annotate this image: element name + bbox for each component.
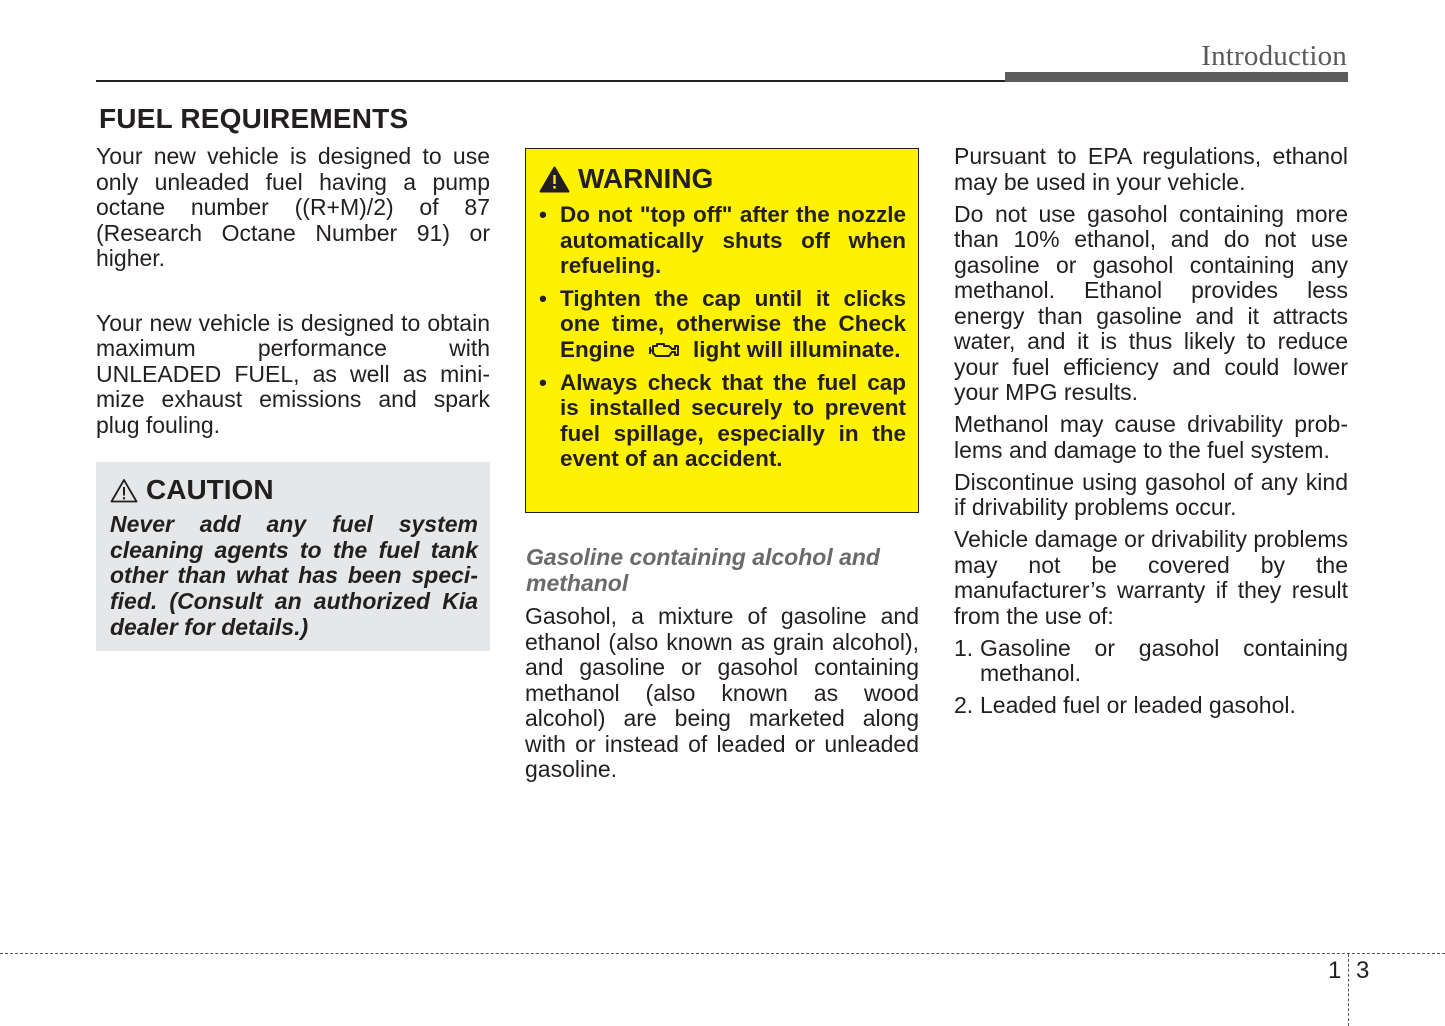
- paragraph-unleaded-performance: Your new vehicle is designed to obtain maximum performance with UNLEADED FUEL, as well as minimize exhaust emissions and spark plug fouling.: [96, 309, 490, 438]
- caution-header: [110, 472, 478, 508]
- caution-box: [96, 462, 490, 651]
- warning-header: [539, 161, 906, 197]
- warning-item: • Always check that the fuel cap is installed securely to prevent fuel spillage, especially in the event of an accident.: [539, 370, 906, 472]
- paragraph-discontinue: Discontinue using gasohol of any kind if drivability problems occur.: [954, 468, 1348, 520]
- warning-title: WARNING: [578, 163, 714, 194]
- caution-text: Never add any fuel system cleaning agents to the fuel tank other than what has been specified. (Consult an authorized Kia dealer for details.): [110, 511, 478, 640]
- list-item: [954, 693, 1348, 719]
- list-item: [954, 636, 1348, 687]
- page-chapter-number: 1: [1328, 957, 1342, 984]
- paragraph-gasohol: Gasohol, a mixture of gasoline and ethanol (also known as grain alcohol), and gasoline or gasohol containing methanol (also known as wood alcohol) are being marketed along with or instead of leaded or unleaded gasoline.: [525, 603, 919, 782]
- caution-title: CAUTION: [146, 474, 274, 505]
- page-number: 3: [1356, 957, 1370, 984]
- warning-item: [539, 286, 906, 363]
- warranty-exclusion-list: [954, 636, 1348, 719]
- column-middle-body: [525, 604, 919, 783]
- header-rule: [96, 80, 1006, 82]
- header-title: Introduction: [1201, 40, 1347, 72]
- column-left: [96, 144, 490, 438]
- paragraph-ethanol-limit: Do not use gasohol containing more than 10% ethanol, and do not use gasoline or gasohol containing any methanol. Ethanol provides less energy than gasoline and it attracts water, and it is thus likely to reduce your fuel efficiency and could lower your MPG results.: [954, 200, 1348, 405]
- footer-dashed-rule: [0, 953, 1445, 954]
- footer-dashed-divider: [1348, 954, 1349, 1026]
- paragraph-methanol-problems: Methanol may cause drivability problems and damage to the fuel system.: [954, 411, 1348, 463]
- paragraph-warranty: Vehicle damage or drivability problems may not be covered by the manufacturer’s warranty if they result from the use of:: [954, 526, 1348, 629]
- paragraph-fuel-octane: Your new vehicle is designed to use only unleaded fuel having a pump octane number ((R+M)/2) of 87 (Research Octane Number 91) or higher.: [96, 143, 490, 271]
- warning-triangle-icon: [539, 166, 570, 193]
- list-text: Leaded fuel or leaded gasohol.: [980, 692, 1296, 718]
- column-right: [954, 144, 1348, 725]
- section-heading: FUEL REQUIREMENTS: [99, 103, 409, 134]
- list-number: 2.: [954, 692, 974, 718]
- paragraph-epa: Pursuant to EPA regulations, ethanol may be used in your vehicle.: [954, 143, 1348, 195]
- warning-item-text-after: light will illuminate.: [693, 336, 901, 362]
- warning-list: [539, 202, 906, 472]
- warning-box: [525, 148, 919, 513]
- subheading-alcohol-methanol: Gasoline containing alcohol and methanol: [526, 544, 880, 596]
- list-text: Gasoline or gasohol containing methanol.: [980, 634, 1348, 686]
- header-bar: [1005, 72, 1348, 82]
- caution-triangle-icon: [110, 478, 138, 503]
- list-number: 1.: [954, 634, 974, 661]
- warning-item: • Do not "top off" after the nozzle automatically shuts off when refueling.: [539, 202, 906, 279]
- check-engine-icon: [647, 341, 681, 359]
- warning-item-text-before: Tighten the cap until it clicks one time, otherwise the Check Engine: [560, 285, 906, 362]
